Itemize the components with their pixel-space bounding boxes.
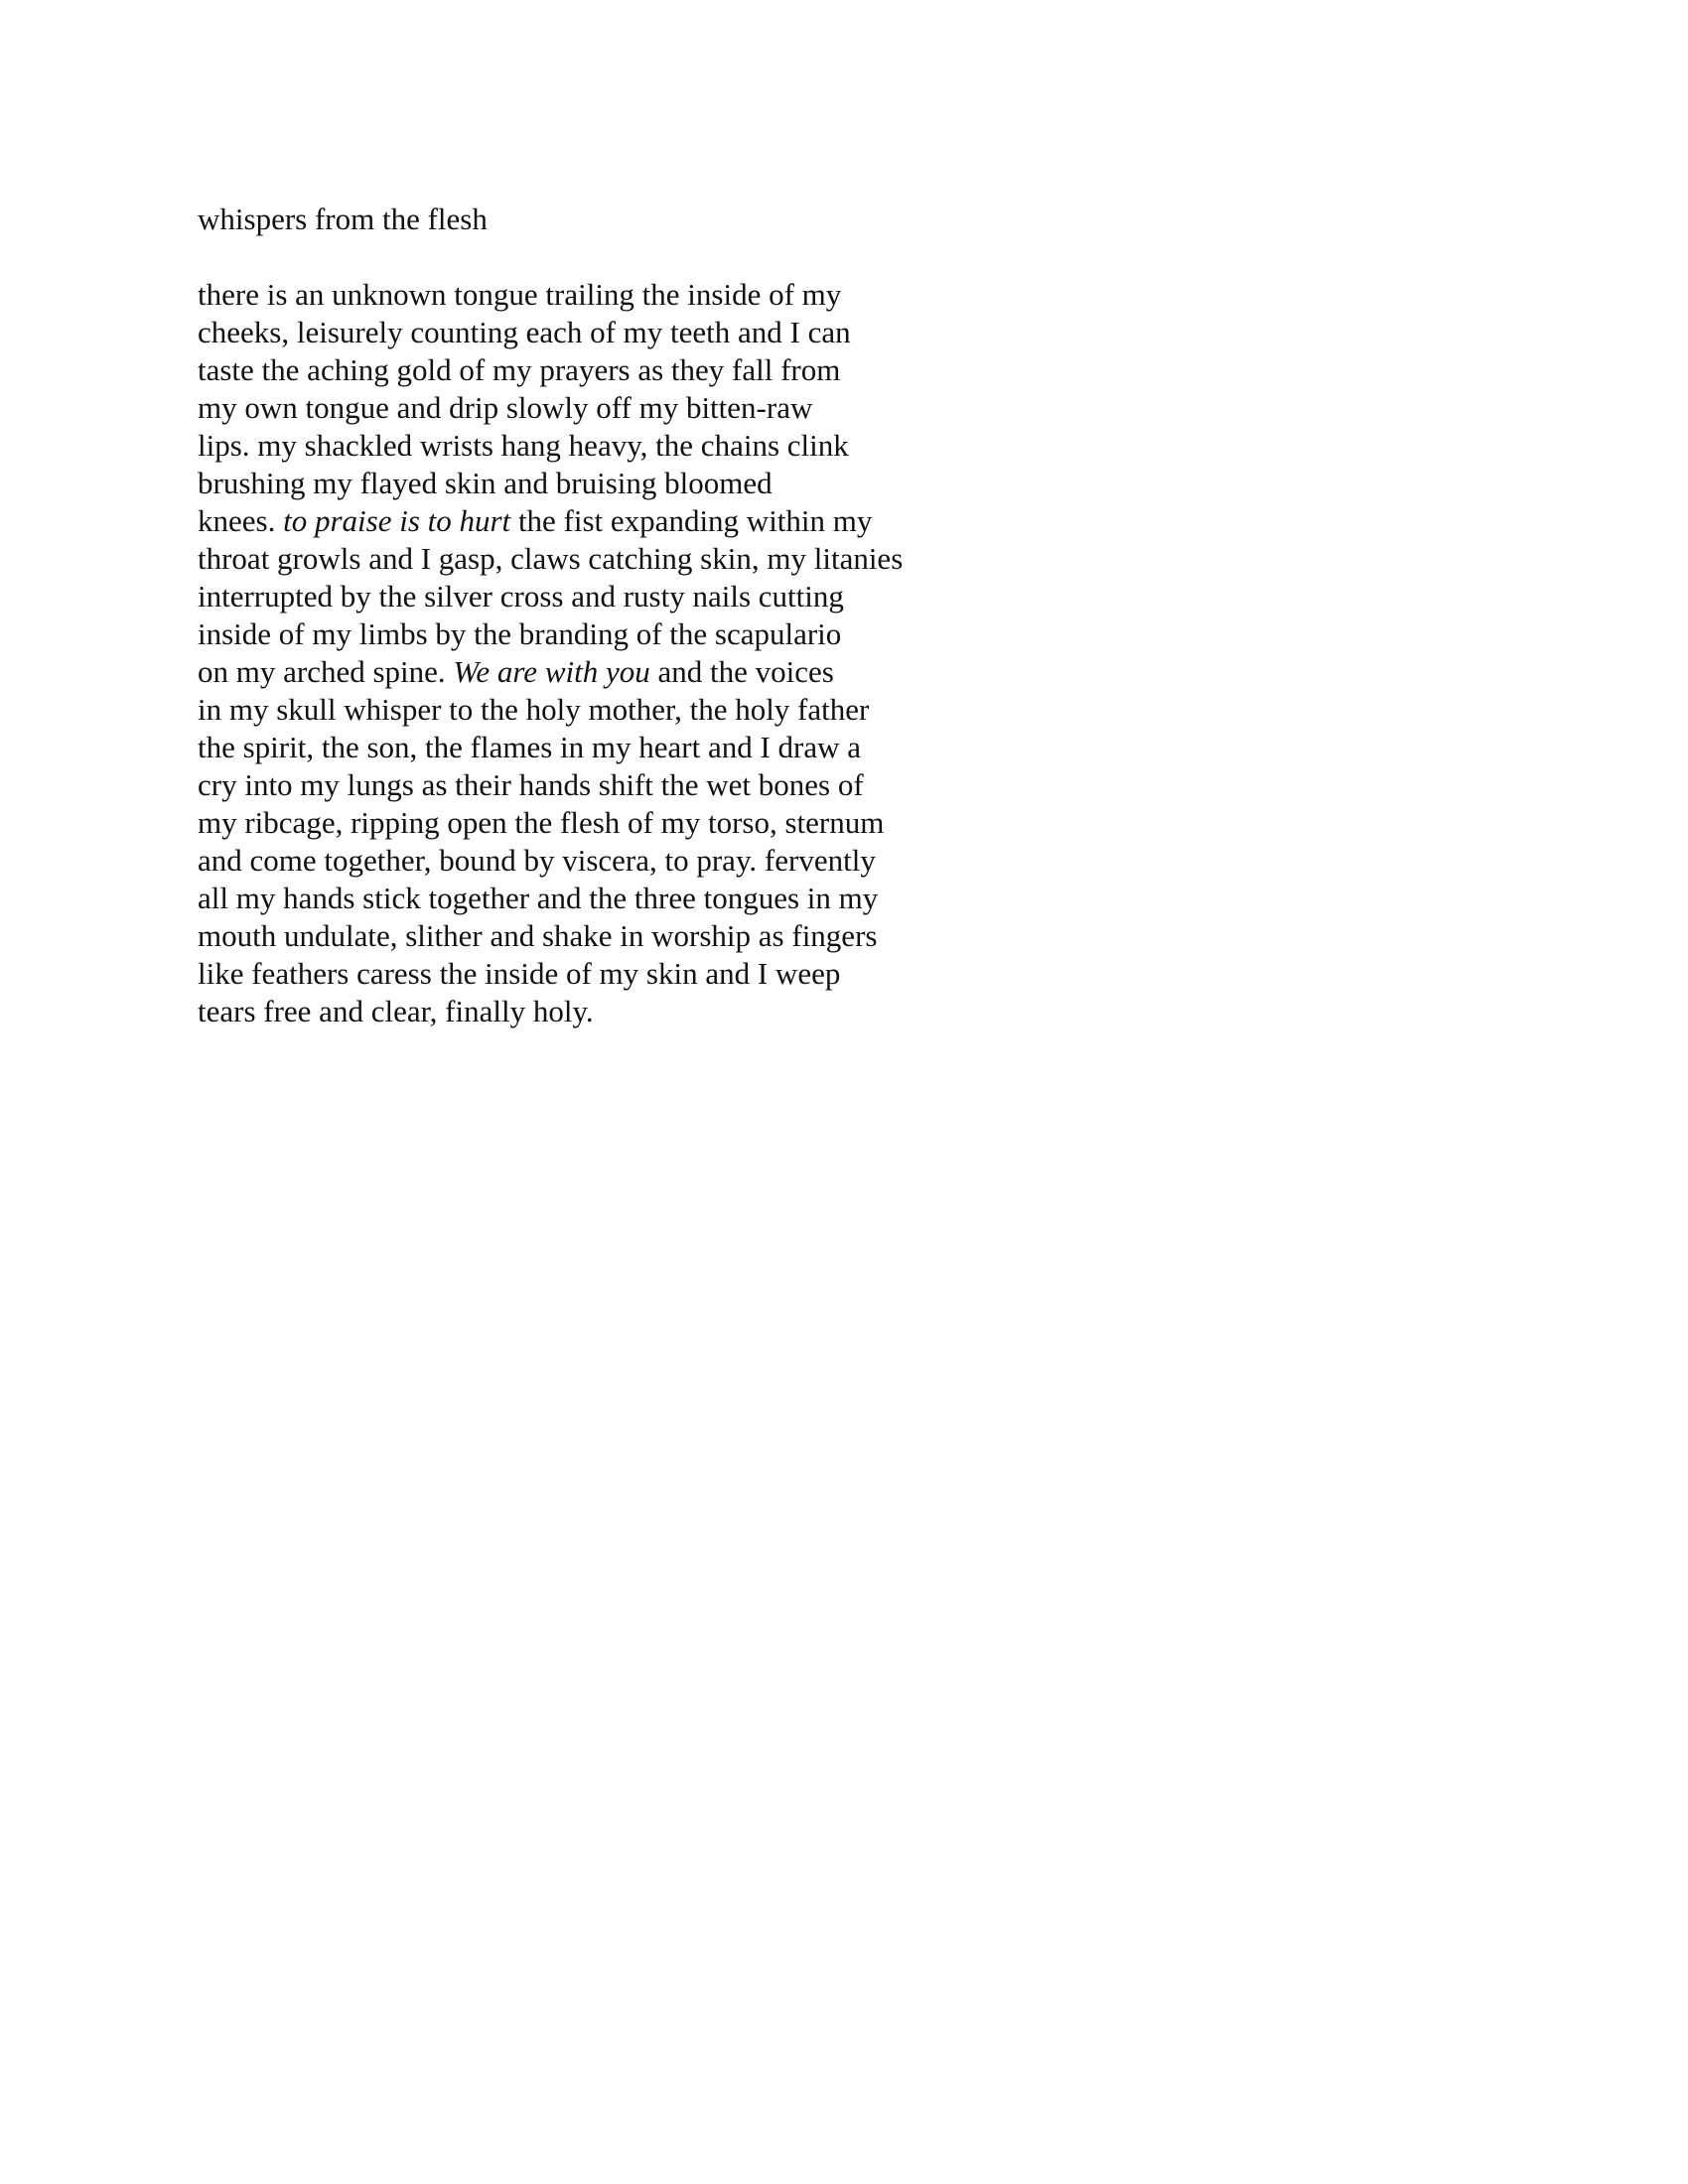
poem-line-text: in my skull whisper to the holy mother, the holy father — [198, 692, 870, 727]
poem-line-text: throat growls and I gasp, claws catching skin, my litanies — [198, 541, 904, 576]
poem-line-text: the fist expanding within my — [510, 503, 873, 538]
poem-line-text: my ribcage, ripping open the flesh of my torso, sternum — [198, 805, 885, 840]
poem-line-text: brushing my flayed skin and bruising bloomed — [198, 466, 773, 500]
poem-line-text: cheeks, leisurely counting each of my teeth and I can — [198, 315, 851, 349]
poem-line-text: there is an unknown tongue trailing the inside of my — [198, 277, 842, 312]
poem-line-text: and come together, bound by viscera, to pray. fervently — [198, 843, 876, 878]
poem-line — [198, 427, 1191, 465]
poem-line — [198, 578, 1191, 615]
poem-body — [198, 276, 1191, 1030]
poem-line-text: on my arched spine. — [198, 654, 454, 689]
poem-line-text: like feathers caress the inside of my skin and I weep — [198, 956, 841, 991]
poem-line — [198, 502, 1191, 540]
poem-line-text: and the voices — [649, 654, 834, 689]
poem-line-italic-text: We are with you — [453, 654, 650, 689]
poem — [198, 201, 1191, 1030]
poem-line-text: mouth undulate, slither and shake in worship as fingers — [198, 918, 878, 953]
poem-line — [198, 465, 1191, 502]
poem-line — [198, 540, 1191, 578]
poem-line — [198, 314, 1191, 351]
poem-line-text: my own tongue and drip slowly off my bitten-raw — [198, 390, 813, 425]
poem-line — [198, 351, 1191, 389]
poem-line-text: interrupted by the silver cross and rusty nails cutting — [198, 579, 844, 614]
poem-line-text: the spirit, the son, the flames in my heart and I draw a — [198, 730, 862, 764]
poem-line-text: tears free and clear, finally holy. — [198, 994, 594, 1028]
poem-line-text: cry into my lungs as their hands shift the wet bones of — [198, 767, 864, 802]
poem-line — [198, 955, 1191, 993]
poem-line — [198, 804, 1191, 842]
poem-line-text: all my hands stick together and the three tongues in my — [198, 881, 879, 915]
poem-line — [198, 691, 1191, 729]
poem-line — [198, 842, 1191, 880]
poem-line — [198, 389, 1191, 427]
poem-line — [198, 766, 1191, 804]
poem-line-text: inside of my limbs by the branding of the scapulario — [198, 616, 842, 651]
poem-line — [198, 653, 1191, 691]
poem-title: whispers from the flesh — [198, 202, 488, 236]
poem-line — [198, 615, 1191, 653]
poem-line — [198, 993, 1191, 1030]
poem-line-text: knees. — [198, 503, 284, 538]
poem-line — [198, 729, 1191, 766]
poem-line-italic-text: to praise is to hurt — [283, 503, 511, 538]
poem-line — [198, 880, 1191, 917]
poem-line-text: lips. my shackled wrists hang heavy, the chains clink — [198, 428, 849, 463]
poem-line — [198, 917, 1191, 955]
poem-line-text: taste the aching gold of my prayers as they fall from — [198, 352, 841, 387]
poem-line — [198, 276, 1191, 314]
